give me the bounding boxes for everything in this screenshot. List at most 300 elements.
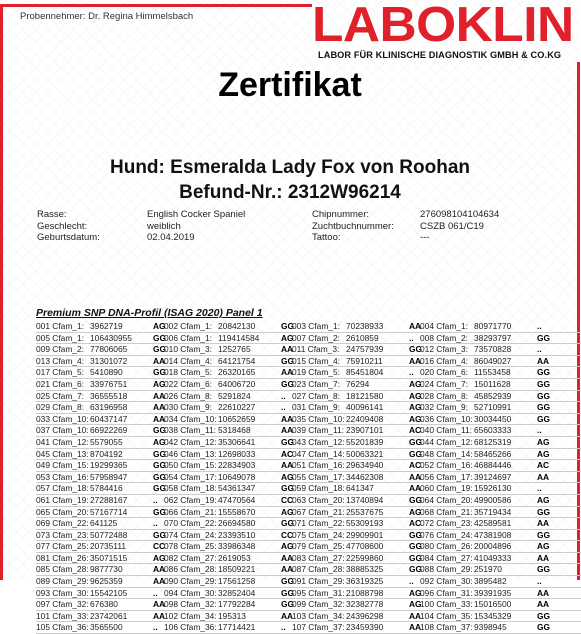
snp-genotype: AA — [281, 552, 294, 563]
snp-position: 31301072 — [90, 355, 128, 366]
snp-label: 015 Cfam_4: — [292, 355, 340, 366]
snp-label: 063 Cfam_20: — [292, 494, 345, 505]
snp-position: 50063321 — [346, 448, 384, 459]
snp-genotype: GG — [537, 332, 551, 343]
snp-position: 39391935 — [474, 587, 512, 598]
snp-position: 2610859 — [346, 332, 379, 343]
snp-label: 084 Cfam_27: — [420, 552, 473, 563]
snp-position: 5291824 — [218, 390, 251, 401]
snp-position: 45852939 — [474, 390, 512, 401]
snp-genotype: AG — [153, 436, 166, 447]
snp-genotype: GG — [409, 344, 423, 355]
snp-label: 048 Cfam_14: — [420, 448, 473, 459]
snp-genotype: GG — [281, 576, 295, 587]
snp-genotype: CC — [153, 541, 166, 552]
snp-position: 35719434 — [474, 506, 512, 517]
snp-row — [36, 507, 581, 519]
snp-genotype: GG — [409, 564, 423, 575]
snp-position: 15016500 — [474, 599, 512, 610]
snp-label: 087 Cfam_28: — [292, 564, 345, 575]
section-title: Premium SNP DNA-Profil (ISAG 2020) Panel 1 — [36, 307, 263, 319]
snp-position: 9877730 — [90, 564, 123, 575]
left-info-labels — [37, 209, 100, 244]
snp-position: 5784416 — [90, 483, 123, 494]
snp-label: 030 Cfam_9: — [164, 402, 212, 413]
snp-genotype: .. — [153, 622, 158, 633]
snp-row — [36, 611, 581, 623]
snp-table — [36, 321, 581, 634]
snp-genotype: GG — [537, 390, 551, 401]
snp-label: 007 Cfam_2: — [292, 332, 340, 343]
snp-label: 049 Cfam_15: — [36, 460, 89, 471]
page-title: Zertifikat — [218, 66, 362, 104]
snp-genotype: GG — [537, 564, 551, 575]
snp-label: 014 Cfam_4: — [164, 355, 212, 366]
snp-genotype: .. — [409, 367, 414, 378]
snp-genotype: GG — [537, 529, 551, 540]
snp-position: 52710991 — [474, 402, 512, 413]
snp-position: 58465266 — [474, 448, 512, 459]
snp-row — [36, 472, 581, 484]
sampler-line: Probennehmer: Dr. Regina Himmelsbach — [20, 11, 194, 22]
snp-genotype: GG — [153, 344, 167, 355]
snp-label: 083 Cfam_27: — [292, 552, 345, 563]
snp-label: 052 Cfam_16: — [420, 460, 473, 471]
snp-label: 031 Cfam_9: — [292, 402, 340, 413]
snp-position: 3895482 — [474, 576, 507, 587]
snp-position: 18509221 — [218, 564, 256, 575]
snp-position: 15926130 — [474, 483, 512, 494]
snp-label: 073 Cfam_23: — [36, 529, 89, 540]
snp-genotype: .. — [281, 402, 286, 413]
snp-position: 40096141 — [346, 402, 384, 413]
info-label: Geburtsdatum: — [37, 232, 100, 243]
studbook-value: CSZB 061/C19 — [420, 220, 484, 232]
snp-genotype: .. — [537, 344, 542, 355]
snp-genotype: GG — [153, 460, 167, 471]
snp-row — [36, 495, 581, 507]
snp-row — [36, 588, 581, 600]
snp-position: 10652659 — [218, 413, 256, 424]
snp-label: 065 Cfam_20: — [36, 506, 89, 517]
snp-genotype: GG — [537, 610, 551, 621]
snp-label: 054 Cfam_17: — [164, 471, 217, 482]
snp-label: 022 Cfam_6: — [164, 378, 212, 389]
snp-position: 41049333 — [474, 552, 512, 563]
snp-position: 19299365 — [90, 460, 128, 471]
snp-row — [36, 356, 581, 368]
snp-position: 66922269 — [90, 425, 128, 436]
snp-position: 32852404 — [218, 587, 256, 598]
snp-label: 038 Cfam_11: — [164, 425, 216, 436]
snp-label: 097 Cfam_32: — [36, 599, 89, 610]
snp-position: 10649078 — [218, 471, 256, 482]
snp-genotype: AA — [409, 610, 422, 621]
snp-label: 053 Cfam_16: — [36, 471, 89, 482]
snp-position: 15011628 — [474, 378, 511, 389]
snp-row — [36, 599, 581, 611]
snp-position: 24396298 — [346, 610, 384, 621]
snp-label: 094 Cfam_30: — [164, 587, 217, 598]
snp-position: 22409408 — [346, 413, 384, 424]
snp-label: 037 Cfam_10: — [36, 425, 89, 436]
snp-label: 104 Cfam_35: — [420, 610, 473, 621]
snp-genotype: AA — [281, 460, 294, 471]
snp-genotype: AG — [153, 321, 166, 331]
snp-label: 108 Cfam_37: — [420, 622, 473, 633]
snp-genotype: .. — [537, 576, 542, 587]
snp-label: 103 Cfam_34: — [292, 610, 345, 621]
snp-position: 251970 — [474, 564, 502, 575]
snp-row — [36, 449, 581, 461]
snp-position: 47470564 — [218, 494, 256, 505]
snp-genotype: AG — [153, 552, 166, 563]
snp-position: 3565500 — [90, 622, 123, 633]
snp-label: 006 Cfam_1: — [164, 332, 212, 343]
snp-label: 034 Cfam_10: — [164, 413, 217, 424]
snp-position: 54361347 — [218, 483, 256, 494]
snp-position: 60437147 — [90, 413, 128, 424]
snp-row — [36, 530, 581, 542]
snp-position: 27288167 — [90, 494, 128, 505]
snp-label: 047 Cfam_14: — [292, 448, 345, 459]
snp-position: 64006720 — [218, 378, 256, 389]
snp-label: 093 Cfam_30: — [36, 587, 89, 598]
snp-position: 34462308 — [346, 471, 384, 482]
snp-position: 106430955 — [90, 332, 132, 343]
snp-label: 075 Cfam_24: — [292, 529, 345, 540]
breed-value: English Cocker Spaniel — [147, 209, 246, 220]
snp-position: 676380 — [90, 599, 118, 610]
snp-label: 016 Cfam_4: — [420, 355, 468, 366]
snp-genotype: AG — [409, 402, 422, 413]
snp-genotype: GG — [281, 321, 295, 331]
snp-position: 23907101 — [346, 425, 384, 436]
snp-genotype: AA — [537, 518, 550, 529]
sex-value: weiblich — [147, 220, 181, 232]
snp-label: 046 Cfam_13: — [164, 448, 217, 459]
snp-row — [36, 321, 581, 333]
snp-position: 17792284 — [218, 599, 256, 610]
snp-genotype: GG — [153, 471, 167, 482]
snp-genotype: GG — [281, 436, 295, 447]
snp-genotype: AA — [409, 355, 422, 366]
snp-label: 050 Cfam_15: — [164, 460, 217, 471]
snp-position: 39124697 — [474, 471, 512, 482]
snp-genotype: GG — [281, 378, 295, 389]
snp-label: 095 Cfam_31: — [292, 587, 345, 598]
snp-label: 044 Cfam_12: — [420, 436, 473, 447]
snp-label: 051 Cfam_16: — [292, 460, 345, 471]
snp-position: 46884446 — [474, 460, 512, 471]
snp-label: 091 Cfam_29: — [292, 576, 345, 587]
snp-row — [36, 564, 581, 576]
snp-position: 80971770 — [474, 321, 512, 331]
snp-genotype: .. — [409, 576, 414, 587]
snp-position: 20842130 — [218, 321, 256, 331]
snp-label: 088 Cfam_29: — [420, 564, 473, 575]
snp-genotype: AA — [153, 599, 166, 610]
snp-position: 15542105 — [90, 587, 128, 598]
report-number: Befund-Nr.: 2312W96214 — [179, 182, 401, 203]
snp-genotype: AG — [537, 541, 550, 552]
snp-label: 033 Cfam_10: — [36, 413, 89, 424]
snp-label: 020 Cfam_6: — [420, 367, 468, 378]
snp-position: 35306641 — [218, 436, 256, 447]
snp-genotype: GG — [409, 448, 423, 459]
snp-row — [36, 402, 581, 414]
snp-genotype: .. — [537, 425, 542, 436]
snp-genotype: AG — [409, 390, 422, 401]
snp-position: 15558670 — [218, 506, 256, 517]
snp-position: 25537675 — [346, 506, 384, 517]
snp-label: 028 Cfam_8: — [420, 390, 468, 401]
snp-genotype: AA — [153, 610, 166, 621]
snp-genotype: .. — [153, 518, 158, 529]
snp-label: 019 Cfam_5: — [292, 367, 340, 378]
dog-name: Hund: Esmeralda Lady Fox von Roohan — [110, 157, 470, 178]
snp-position: 29634940 — [346, 460, 384, 471]
snp-label: 003 Cfam_1: — [292, 321, 340, 331]
snp-label: 082 Cfam_27: — [164, 552, 217, 563]
snp-position: 21088798 — [346, 587, 384, 598]
snp-label: 069 Cfam_22: — [36, 518, 89, 529]
snp-genotype: AG — [409, 506, 422, 517]
snp-position: 9625359 — [90, 576, 123, 587]
snp-label: 081 Cfam_26: — [36, 552, 89, 563]
snp-label: 099 Cfam_32: — [292, 599, 345, 610]
snp-genotype: GG — [153, 483, 167, 494]
info-label: Zuchtbuchnummer: — [312, 220, 394, 232]
snp-position: 24757939 — [346, 344, 384, 355]
logo-wordmark: LABOKLIN — [312, 0, 574, 52]
snp-genotype: AA — [409, 483, 422, 494]
snp-position: 26320165 — [218, 367, 256, 378]
snp-genotype: .. — [537, 483, 542, 494]
snp-genotype: .. — [281, 622, 286, 633]
snp-label: 076 Cfam_24: — [420, 529, 473, 540]
snp-position: 641347 — [346, 483, 374, 494]
snp-label: 042 Cfam_12: — [164, 436, 217, 447]
snp-genotype: GG — [409, 552, 423, 563]
snp-position: 5410890 — [90, 367, 123, 378]
snp-genotype: AA — [281, 367, 294, 378]
snp-row — [36, 437, 581, 449]
snp-position: 76294 — [346, 378, 370, 389]
snp-genotype: AA — [409, 321, 422, 331]
snp-label: 064 Cfam_20: — [420, 494, 473, 505]
snp-genotype: AC — [409, 460, 422, 471]
snp-label: 070 Cfam_22: — [164, 518, 217, 529]
snp-position: 70238933 — [346, 321, 384, 331]
snp-genotype: GG — [153, 448, 167, 459]
snp-position: 5318468 — [218, 425, 251, 436]
snp-label: 096 Cfam_31: — [420, 587, 473, 598]
snp-genotype: GG — [537, 378, 551, 389]
snp-label: 062 Cfam_19: — [164, 494, 217, 505]
snp-genotype: AA — [537, 355, 550, 366]
snp-genotype: AA — [537, 587, 550, 598]
snp-genotype: GG — [153, 367, 167, 378]
snp-position: 35071515 — [90, 552, 128, 563]
snp-genotype: AA — [281, 564, 294, 575]
snp-row — [36, 333, 581, 345]
snp-position: 86049027 — [474, 355, 512, 366]
snp-genotype: AA — [281, 610, 294, 621]
snp-label: 040 Cfam_11: — [420, 425, 472, 436]
snp-label: 039 Cfam_11: — [292, 425, 344, 436]
snp-label: 102 Cfam_34: — [164, 610, 217, 621]
snp-position: 38293797 — [474, 332, 512, 343]
snp-genotype: GG — [537, 506, 551, 517]
snp-genotype: GG — [153, 332, 167, 343]
snp-position: 22599860 — [346, 552, 384, 563]
snp-label: 025 Cfam_7: — [36, 390, 84, 401]
snp-genotype: GG — [409, 494, 423, 505]
snp-label: 074 Cfam_24: — [164, 529, 217, 540]
tattoo-value: --- — [420, 232, 430, 243]
snp-label: 026 Cfam_8: — [164, 390, 212, 401]
snp-genotype: AG — [281, 506, 294, 517]
snp-genotype: AA — [537, 599, 550, 610]
snp-label: 057 Cfam_18: — [36, 483, 89, 494]
snp-label: 106 Cfam_36: — [164, 622, 217, 633]
snp-position: 195313 — [218, 610, 246, 621]
snp-row — [36, 622, 581, 634]
snp-position: 57958947 — [90, 471, 128, 482]
snp-position: 36319325 — [346, 576, 384, 587]
snp-label: 059 Cfam_18: — [292, 483, 345, 494]
snp-position: 30034450 — [474, 413, 512, 424]
birthdate-value: 02.04.2019 — [147, 232, 195, 243]
snp-row — [36, 367, 581, 379]
left-info-values — [147, 209, 245, 244]
snp-genotype: GG — [537, 402, 551, 413]
snp-position: 85451804 — [346, 367, 384, 378]
snp-position: 20735111 — [90, 541, 127, 552]
snp-label: 029 Cfam_8: — [36, 402, 84, 413]
snp-label: 010 Cfam_3: — [164, 344, 212, 355]
snp-genotype: AA — [153, 564, 166, 575]
snp-position: 64121754 — [218, 355, 256, 366]
snp-label: 021 Cfam_6: — [36, 378, 84, 389]
snp-genotype: AC — [537, 460, 550, 471]
snp-genotype: AA — [153, 355, 166, 366]
snp-label: 004 Cfam_1: — [420, 321, 468, 331]
snp-row — [36, 553, 581, 565]
snp-label: 002 Cfam_1: — [164, 321, 212, 331]
snp-genotype: .. — [153, 494, 158, 505]
snp-row — [36, 518, 581, 530]
snp-genotype: GG — [537, 413, 551, 424]
snp-genotype: AC — [409, 425, 422, 436]
snp-position: 17714421 — [218, 622, 256, 633]
snp-label: 018 Cfam_5: — [164, 367, 212, 378]
snp-genotype: AA — [153, 390, 166, 401]
snp-position: 55309193 — [346, 518, 384, 529]
snp-genotype: AC — [409, 518, 422, 529]
snp-label: 017 Cfam_5: — [36, 367, 84, 378]
snp-genotype: GG — [537, 367, 551, 378]
info-label: Tattoo: — [312, 232, 341, 243]
laboklin-logo — [312, 0, 580, 62]
snp-label: 089 Cfam_29: — [36, 576, 89, 587]
snp-label: 085 Cfam_28: — [36, 564, 89, 575]
snp-genotype: AA — [281, 413, 294, 424]
snp-row — [36, 460, 581, 472]
snp-genotype: GG — [281, 518, 295, 529]
snp-genotype: .. — [153, 587, 158, 598]
snp-label: 023 Cfam_7: — [292, 378, 340, 389]
snp-position: 38885325 — [346, 564, 384, 575]
snp-genotype: GG — [153, 506, 167, 517]
red-frame-top — [0, 4, 312, 7]
snp-genotype: GG — [153, 529, 167, 540]
snp-genotype: GG — [537, 622, 551, 633]
info-label: Rasse: — [37, 209, 67, 220]
right-info-values — [420, 209, 499, 244]
snp-label: 066 Cfam_21: — [164, 506, 217, 517]
snp-label: 012 Cfam_3: — [420, 344, 468, 355]
snp-position: 36555518 — [90, 390, 128, 401]
snp-genotype: CC — [281, 529, 294, 540]
snp-label: 011 Cfam_3: — [292, 344, 340, 355]
snp-genotype: GG — [409, 436, 423, 447]
snp-label: 061 Cfam_19: — [36, 494, 89, 505]
snp-position: 75910211 — [346, 355, 383, 366]
snp-genotype: GG — [281, 483, 295, 494]
snp-position: 32382778 — [346, 599, 384, 610]
snp-position: 11553458 — [474, 367, 511, 378]
snp-label: 071 Cfam_22: — [292, 518, 345, 529]
snp-position: 23393510 — [218, 529, 256, 540]
snp-genotype: AG — [281, 541, 294, 552]
snp-genotype: AG — [409, 413, 422, 424]
snp-label: 080 Cfam_26: — [420, 541, 473, 552]
snp-position: 55201839 — [346, 436, 384, 447]
snp-label: 068 Cfam_21: — [420, 506, 473, 517]
snp-position: 68125319 — [474, 436, 512, 447]
snp-genotype: AA — [537, 471, 550, 482]
snp-position: 13740894 — [346, 494, 384, 505]
snp-genotype: AG — [409, 599, 422, 610]
snp-label: 056 Cfam_17: — [420, 471, 473, 482]
snp-genotype: AG — [153, 378, 166, 389]
snp-label: 078 Cfam_25: — [164, 541, 217, 552]
snp-genotype: GG — [281, 587, 295, 598]
snp-label: 060 Cfam_19: — [420, 483, 473, 494]
snp-genotype: AA — [153, 402, 166, 413]
snp-label: 100 Cfam_33: — [420, 599, 473, 610]
snp-label: 045 Cfam_13: — [36, 448, 89, 459]
snp-position: 641125 — [90, 518, 118, 529]
snp-position: 23742061 — [90, 610, 128, 621]
snp-genotype: AA — [409, 622, 422, 633]
snp-label: 067 Cfam_21: — [292, 506, 345, 517]
snp-position: 57167714 — [90, 506, 128, 517]
snp-position: 73570828 — [474, 344, 512, 355]
snp-position: 29909901 — [346, 529, 384, 540]
snp-row — [36, 576, 581, 588]
snp-position: 47708600 — [346, 541, 384, 552]
snp-genotype: GG — [281, 355, 295, 366]
snp-genotype: AG — [537, 494, 550, 505]
info-label: Chipnummer: — [312, 209, 370, 220]
right-info-labels — [312, 209, 394, 244]
snp-label: 032 Cfam_9: — [420, 402, 468, 413]
snp-genotype: AA — [537, 552, 550, 563]
snp-row — [36, 483, 581, 495]
